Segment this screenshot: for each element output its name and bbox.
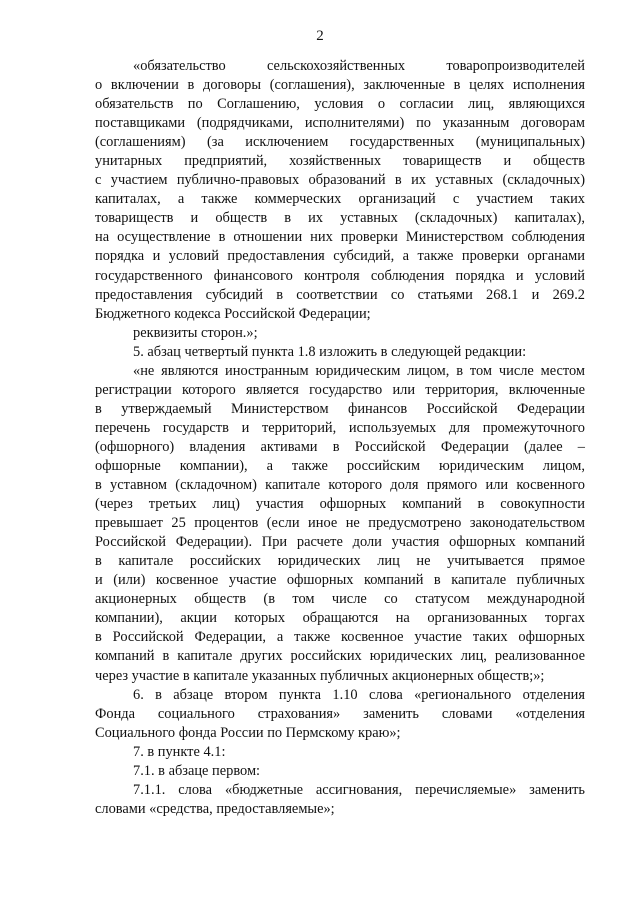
paragraph-item-5	[95, 343, 585, 362]
text-line: Бюджетного кодекса Российской Федерации;	[95, 305, 371, 322]
paragraph-item-7-1-1	[95, 781, 585, 819]
text-line: поставщиками (подрядчиками, исполнителями) по указанным договорам	[95, 115, 585, 132]
text-line: обязательств по Соглашению, условия о согласии лиц, являющихся	[95, 96, 585, 113]
text-line: «не являются иностранным юридическим лицом, в том числе местом	[133, 362, 585, 379]
text-line: акционерных обществ (в том числе со статусом международной	[95, 591, 585, 608]
text-line: 6. в абзаце втором пункта 1.10 слова «регионального отделения	[133, 686, 585, 703]
paragraph-obligation	[95, 57, 585, 324]
text-line: и (или) косвенное участие офшорных компаний в капитале публичных	[95, 572, 585, 589]
text-line: в Российской Федерации, а также косвенное участие таких офшорных	[95, 629, 585, 646]
text-line: компании), акции которых обращаются на организованных торгах	[95, 610, 585, 627]
text-line: Социального фонда России по Пермскому краю»;	[95, 724, 401, 741]
text-line: товариществ и обществ в их уставных (складочных) капиталах),	[95, 210, 585, 227]
paragraph-item-7-1	[95, 762, 585, 781]
text-line: в уставном (складочном) капитале которого доля прямого или косвенного	[95, 477, 585, 494]
text-line: унитарных предприятий, хозяйственных товариществ и обществ	[95, 153, 585, 170]
text-line: порядка и условий предоставления субсидий, а также проверки органами	[95, 248, 585, 265]
text-line: государственного финансового контроля соблюдения порядка и условий	[95, 267, 585, 284]
text-line: офшорные компании), а также российским юридическим лицом,	[95, 457, 585, 474]
text-line: Российской Федерации). При расчете доли участия офшорных компаний	[95, 534, 585, 551]
text-line: в утверждаемый Министерством финансов Российской Федерации	[95, 400, 585, 417]
text-line: компаний в капитале других российских юридических лиц, реализованное	[95, 648, 585, 665]
paragraph-offshore	[95, 362, 585, 686]
paragraph-item-7	[95, 743, 585, 762]
text-line: предоставления субсидий в соответствии со статьями 268.1 и 269.2	[95, 286, 585, 303]
text-line: капиталах, а также коммерческих организаций с участием таких	[95, 191, 585, 208]
text-line: с участием публично-правовых образований в их уставных (складочных)	[95, 172, 585, 189]
text-line: перечень государств и территорий, используемых для промежуточного	[95, 419, 585, 436]
text-line: превышает 25 процентов (если иное не предусмотрено законодательством	[95, 515, 585, 532]
paragraph-requisites	[95, 324, 585, 343]
text-line: 7.1.1. слова «бюджетные ассигнования, перечисляемые» заменить	[133, 781, 585, 798]
text-line: «обязательство сельскохозяйственных товаропроизводителей	[133, 58, 585, 74]
text-line: 7.1. в абзаце первом:	[133, 762, 261, 779]
text-line: в капитале российских юридических лиц не учитывается прямое	[95, 553, 585, 570]
text-line: регистрации которого является государство или территория, включенные	[95, 381, 585, 398]
text-line: (через третьих лиц) участия офшорных компаний в совокупности	[95, 496, 585, 513]
page-number: 2	[316, 28, 324, 44]
text-line: (соглашениям) (за исключением государственных (муниципальных)	[95, 134, 585, 151]
text-line: на осуществление в отношении них проверки Министерством соблюдения	[95, 229, 585, 246]
text-line: через участие в капитале указанных публичных акционерных обществ;»;	[95, 667, 545, 684]
text-line: 5. абзац четвертый пункта 1.8 изложить в следующей редакции:	[133, 343, 527, 360]
text-line: (офшорного) владения активами в Российской Федерации (далее –	[95, 438, 585, 455]
text-line: 7. в пункте 4.1:	[133, 743, 226, 760]
text-line: реквизиты сторон.»;	[133, 324, 258, 341]
paragraph-item-6	[95, 686, 585, 743]
text-line: о включении в договоры (соглашения), заключенные в целях исполнения	[95, 77, 585, 94]
document-body	[95, 57, 585, 819]
text-line: словами «средства, предоставляемые»;	[95, 800, 335, 817]
text-line: Фонда социального страхования» заменить словами «отделения	[95, 705, 585, 722]
